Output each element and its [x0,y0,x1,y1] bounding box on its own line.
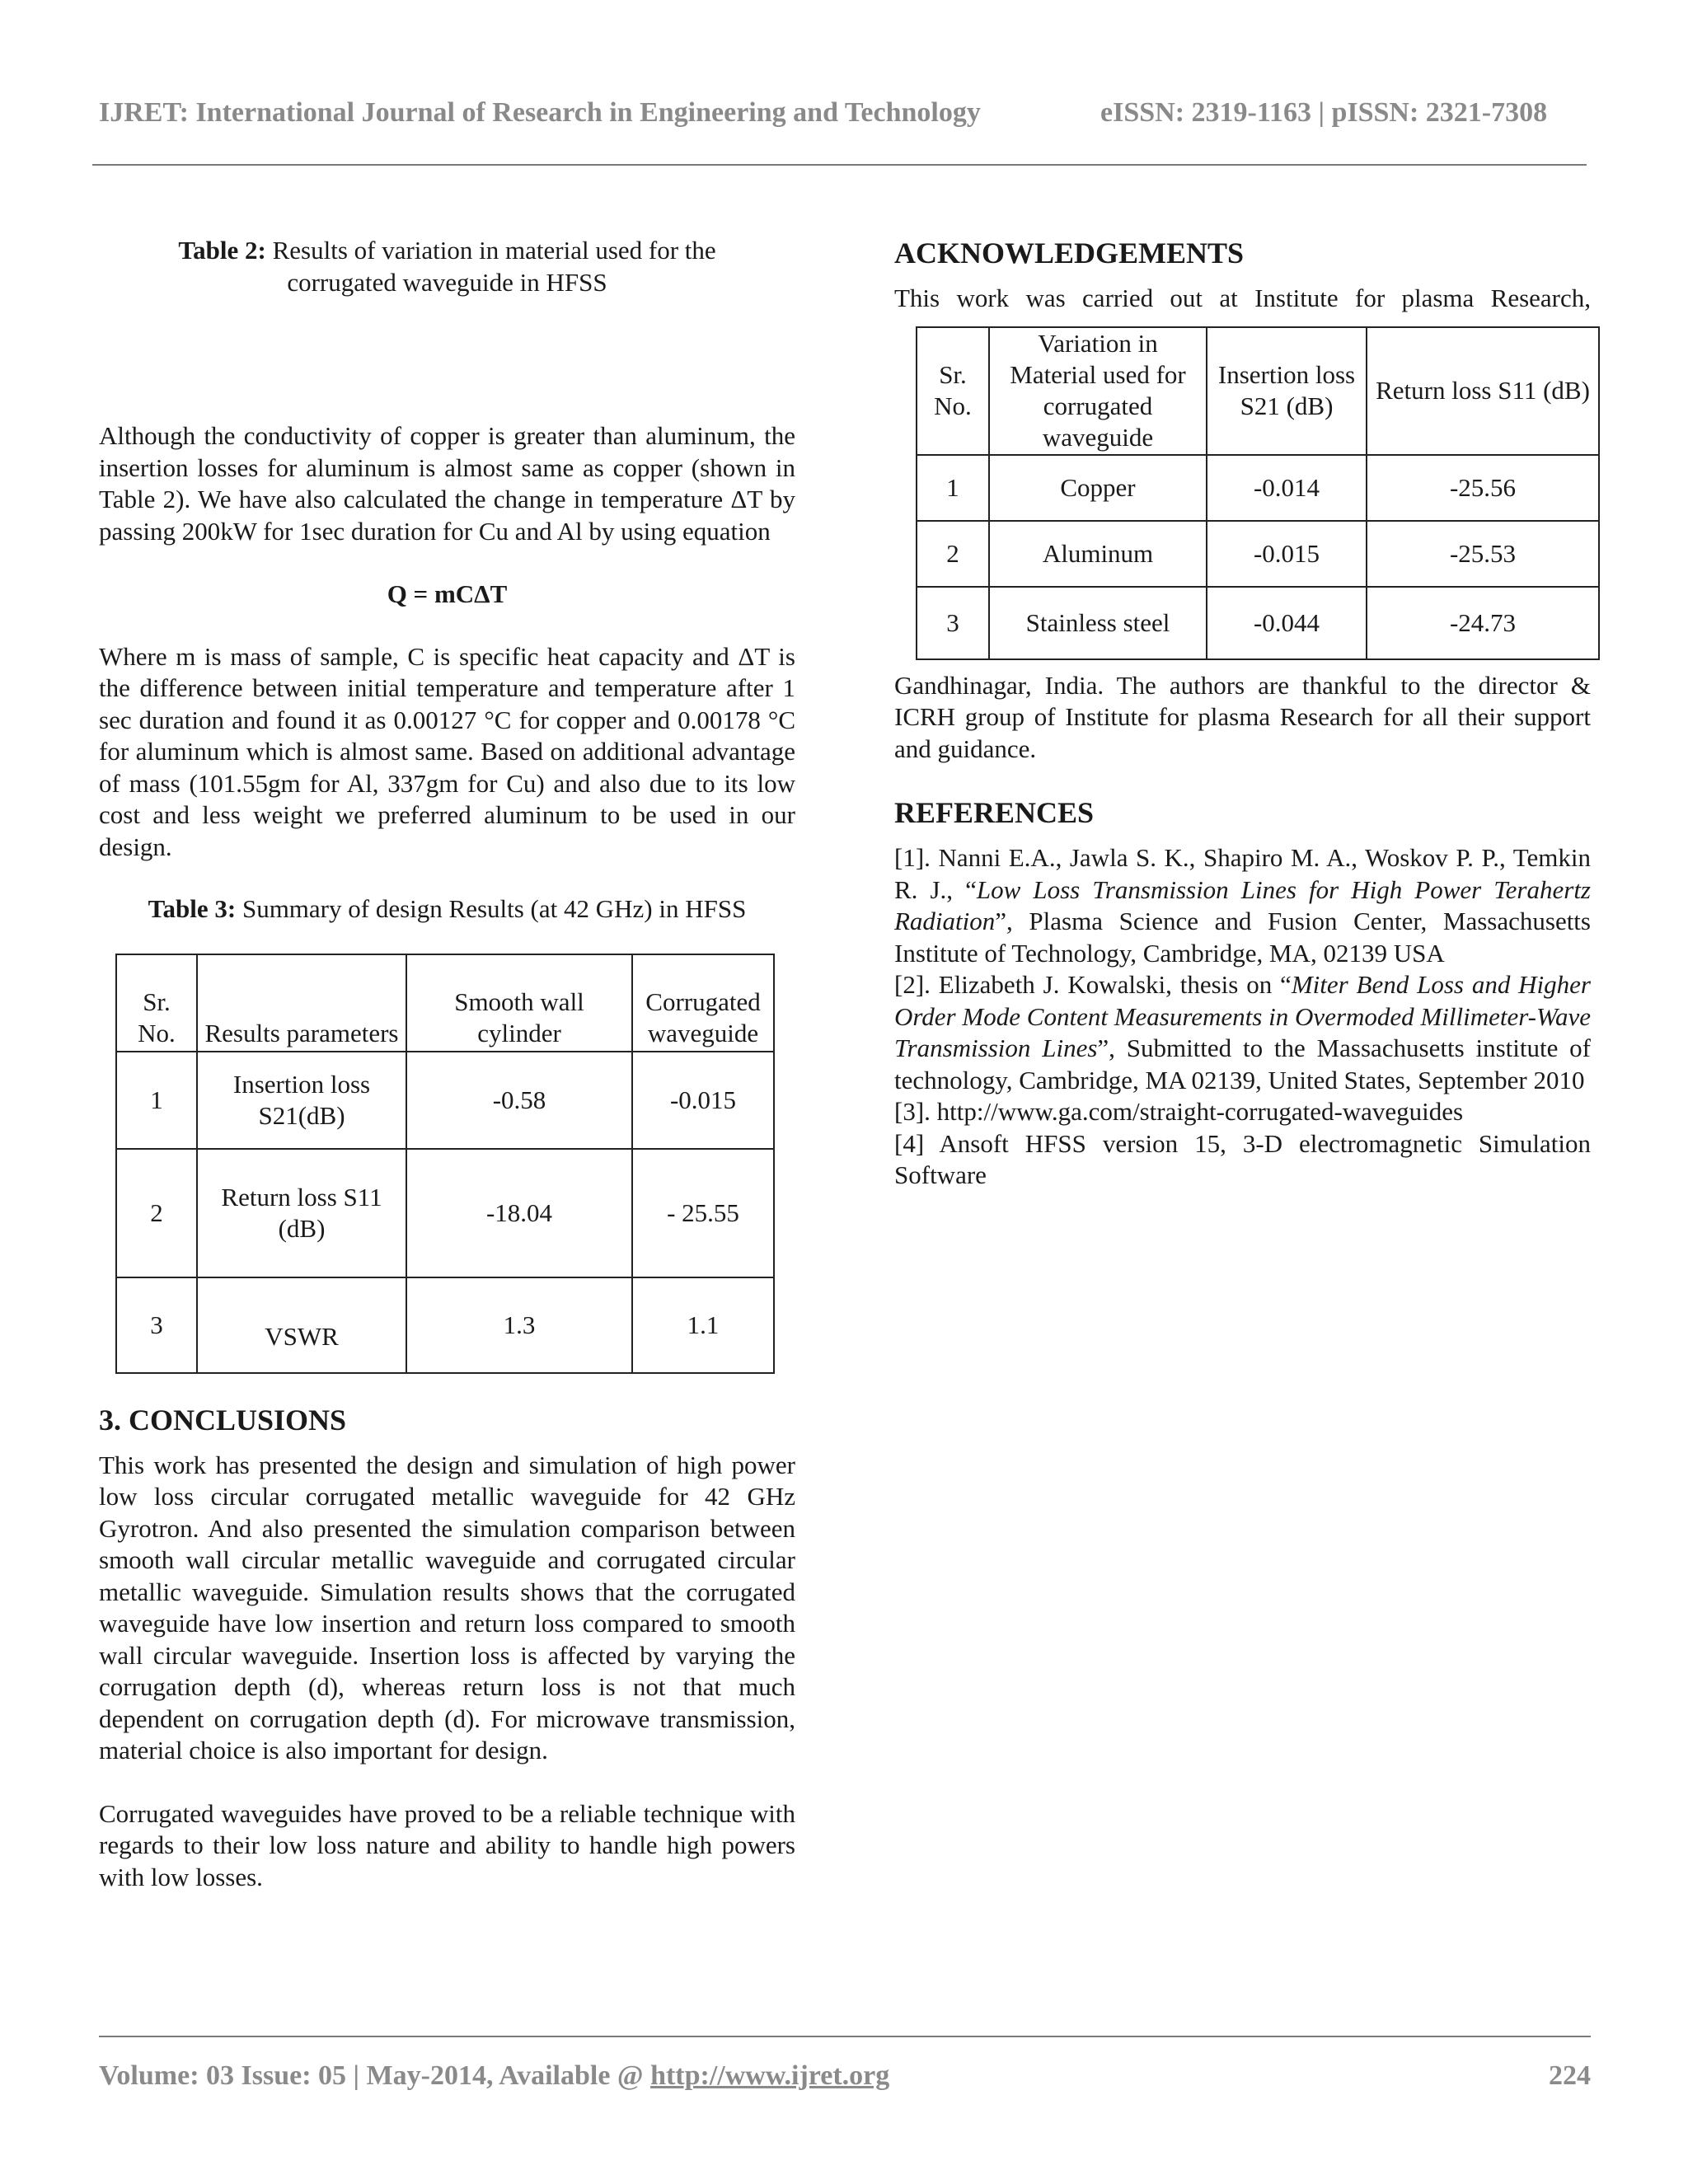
table-cell: 1 [917,455,989,521]
table-cell: 1 [116,1052,197,1149]
conclusions-heading: 3. CONCLUSIONS [99,1403,347,1436]
reference-item: [1]. Nanni E.A., Jawla S. K., Shapiro M. A., Woskov P. P., Temkin R. J., “Low Loss Transmission Lines for High Power Terahertz Radiation”, Plasma Science and Fusion Center, Massachusetts Institute of Technology, Cambridge, MA, 02139 USA [894,843,1591,968]
table3 [115,954,775,1374]
table2-caption [99,235,795,298]
table-row [917,587,1599,659]
table-header-cell: Sr. No. [116,954,197,1052]
table2-caption-label: Table 2: [178,236,266,265]
references-list [894,842,1591,1192]
table-header-row [116,954,774,1052]
table-cell: 3 [116,1277,197,1373]
table3-caption-text: Summary of design Results (at 42 GHz) in HFSS [241,894,747,923]
table3-caption-label: Table 3: [148,894,237,923]
table-cell: 2 [917,521,989,587]
table-cell: VSWR [197,1277,406,1373]
table-cell: 2 [116,1149,197,1277]
page-number: 224 [1549,2060,1591,2091]
paragraph-conductivity: Although the conductivity of copper is greater than aluminum, the insertion losses for aluminum is almost same as copper (shown in Table 2). We have also calculated the change in temperature ΔT by passing 200kW for 1sec duration for Cu and Al by using equation [99,421,795,546]
reference-item: [2]. Elizabeth J. Kowalski, thesis on “Miter Bend Loss and Higher Order Mode Content Measurements in Overmoded Millimeter-Wave Transmission Lines”, Submitted to the Massachusetts institute of technology, Cambridge, MA 02139, United States, September 2010 [894,970,1591,1094]
table-cell: 3 [917,587,989,659]
table-header-cell: Smooth wall cylinder [406,954,632,1052]
left-column [99,235,795,1893]
table-header-cell: Sr. No. [917,327,989,455]
paragraph-temperature: Where m is mass of sample, C is specific heat capacity and ΔT is the difference between initial temperature and temperature after 1 sec duration and found it as 0.00127 °C for copper and 0.00178 °C for aluminum which is almost same. Based on additional advantage of mass (101.55gm for Al, 337gm for Cu) and also due to its low cost and less weight we preferred aluminum to be used in our design. [99,641,795,861]
table-cell: -0.015 [632,1052,774,1149]
conclusions-paragraph-2: Corrugated waveguides have proved to be a reliable technique with regards to their low loss nature and ability to handle high powers with low losses. [99,1798,795,1891]
table-cell: Return loss S11 (dB) [197,1149,406,1277]
journal-title: IJRET: International Journal of Research in Engineering and Technology [99,97,981,128]
table-cell: Stainless steel [989,587,1207,659]
table-row [917,521,1599,587]
table-header-cell: Results parameters [197,954,406,1052]
references-heading: REFERENCES [894,796,1095,829]
table-cell: Insertion loss S21(dB) [197,1052,406,1149]
table-row [116,1052,774,1149]
volume-info: Volume: 03 Issue: 05 | May-2014, Available @ http://www.ijret.org [99,2060,890,2091]
table-cell: Aluminum [989,521,1207,587]
table-cell: -0.014 [1207,455,1367,521]
table-cell: 1.1 [632,1277,774,1373]
table-row [116,1149,774,1277]
table-header-row [917,327,1599,455]
table-cell: -25.53 [1367,521,1599,587]
table-cell: 1.3 [406,1277,632,1373]
reference-item: [4] Ansoft HFSS version 15, 3-D electromagnetic Simulation Software [894,1128,1591,1189]
equation: Q = mCΔT [387,579,508,608]
conclusions-paragraph: This work has presented the design and simulation of high power low loss circular corrugated metallic waveguide for 42 GHz Gyrotron. And also presented the simulation comparison between smooth wall circular metallic waveguide and corrugated circular metallic waveguide. Simulation results shows that the corrugated waveguide have low insertion and return loss compared to smooth wall circular waveguide. Insertion loss is affected by varying the corrugation depth (d), whereas return loss is not that much dependent on corrugation depth (d). For microwave transmission, material choice is also important for design. [99,1450,795,1765]
footer-rule [99,2036,1591,2037]
acknowledgements-paragraph: Gandhinagar, India. The authors are thankful to the director & ICRH group of Institute for plasma Research for all their support and guidance. [894,670,1591,763]
right-column [894,235,1591,1192]
table-cell: -0.015 [1207,521,1367,587]
table3-caption [99,893,795,926]
table2-caption-text: Results of variation in material used for the corrugated waveguide in HFSS [272,236,716,297]
acknowledgements-line: This work was carried out at Institute for plasma Research, [894,284,1591,312]
table-row [917,455,1599,521]
table-cell: Copper [989,455,1207,521]
journal-link[interactable]: http://www.ijret.org [650,2060,890,2091]
header-rule [92,164,1587,166]
acknowledgements-heading: ACKNOWLEDGEMENTS [894,237,1245,269]
reference-item: [3]. http://www.ga.com/straight-corrugated-waveguides [894,1097,1464,1126]
table2 [916,326,1600,660]
issn: eISSN: 2319-1163 | pISSN: 2321-7308 [1100,97,1548,128]
table-row [116,1277,774,1373]
table-cell: -18.04 [406,1149,632,1277]
table-cell: -24.73 [1367,587,1599,659]
table-cell: -0.58 [406,1052,632,1149]
table-header-cell: Variation in Material used for corrugated waveguide [989,327,1207,455]
table-cell: -0.044 [1207,587,1367,659]
table-header-cell: Insertion loss S21 (dB) [1207,327,1367,455]
table-cell: -25.56 [1367,455,1599,521]
table-cell: - 25.55 [632,1149,774,1277]
table-header-cell: Return loss S11 (dB) [1367,327,1599,455]
table-header-cell: Corrugated waveguide [632,954,774,1052]
